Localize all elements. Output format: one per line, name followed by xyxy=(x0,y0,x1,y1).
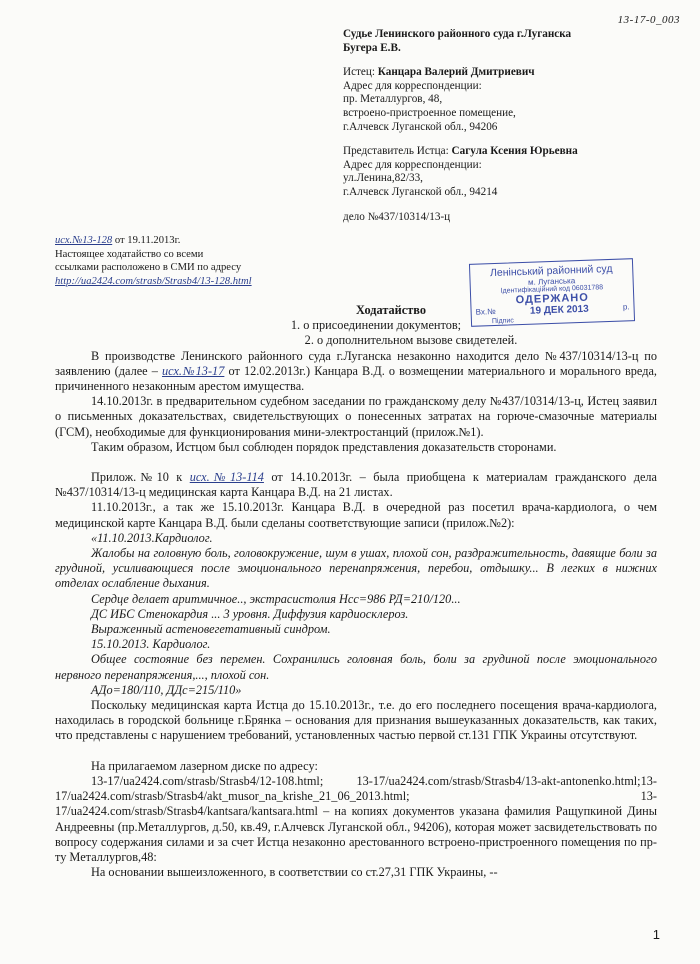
plaintiff-line xyxy=(343,66,673,80)
addressee-line: Судье Ленинского районного суда г.Луганска xyxy=(343,28,572,40)
plaintiff-addr-3: встроено-пристроенное помещение, xyxy=(343,106,516,119)
paragraph-2: 14.10.2013г. в предварительном судебном заседании по гражданскому делу №437/10314/13-ц, Истец заявил о письменных доказательствах, свидетельствующих о понесенных затратах на горюче-смазочные материалы (ГСМ), необходимые для функционирования мини-электростанций (прилож.№1). xyxy=(55,394,657,439)
outgoing-note-2: ссылками расположено в СМИ по адресу xyxy=(55,262,242,274)
rep-addr-1: Адрес для корреспонденции: xyxy=(343,158,482,171)
stamp-vh: Вх.№ xyxy=(475,306,496,317)
stamp-line-1: Ленінський районний суд xyxy=(489,262,613,280)
addressee-block xyxy=(343,28,673,224)
addressee-judge: Бугера Е.В. xyxy=(343,41,401,54)
plaintiff-addr-4: г.Алчевск Луганской обл., 94206 xyxy=(343,120,498,133)
p1-text-a: В производстве Ленинского районного суда г.Луганска незаконно находится дело №437/10314/13-ц по заявлению (далее – xyxy=(55,348,657,378)
rep-addr-2: ул.Ленина,82/33, xyxy=(343,172,423,185)
outgoing-url-link[interactable]: http://ua2424.com/strasb/Strasb4/13-128.html xyxy=(55,275,252,287)
stamp-date: 19 ДЕК 2013 xyxy=(529,303,589,317)
stamp-line-3: Ідентифікаційний код 06031788 xyxy=(500,284,604,295)
outgoing-note-1: Настоящее ходатайство со всеми xyxy=(55,248,204,260)
quote-line-2: Жалобы на головную боль, головокружение, шум в ушах, плохой сон, раздражительность, давящие боли за грудиной, усиливающиеся после эмоционального перенапряжения, перебои, отдышку... В легких в нижних отделах ослабление дыхания. xyxy=(55,546,657,591)
plaintiff-addr-1: Адрес для корреспонденции: xyxy=(343,79,482,92)
outgoing-line xyxy=(55,234,315,248)
subtitle-1: 1. о присоединении документов; xyxy=(290,318,462,333)
stamp-sign: Підпис xyxy=(491,317,514,326)
paragraph-1 xyxy=(55,349,657,395)
quote-line-5: Выраженный астеновегетативный синдром. xyxy=(91,622,331,637)
plaintiff-label: Истец: xyxy=(343,66,378,79)
p4-text-b: от 14.10.2013г. – была приобщена к материалам гражданского дела №437/10314/13-ц медицинская карта Канцара В.Д. на 21 листах. xyxy=(55,470,658,500)
quote-line-1: «11.10.2013.Кардиолог. xyxy=(91,530,213,545)
quote-line-3: Сердце делает аритмичное.., экстрасистолия Нсс=986 РД=210/120... xyxy=(91,591,461,606)
page-number: 1 xyxy=(652,927,660,942)
quote-line-8: АДо=180/110, ДДс=215/110» xyxy=(91,682,242,697)
paragraph-3: Таким образом, Истцом был соблюден порядок представления доказательств сторонами. xyxy=(91,439,557,454)
stamp-r: р. xyxy=(622,302,630,312)
quote-line-7: Общее состояние без перемен. Сохранились головная боль, боли за грудиной после эмоционального нервного перенапряжения,..., плохой сон. xyxy=(55,652,657,682)
document-number: 13-17-0_003 xyxy=(617,14,680,26)
outgoing-date: от 19.11.2013г. xyxy=(112,235,181,246)
plaintiff-name: Канцара Валерий Дмитриевич xyxy=(377,66,535,79)
plaintiff-addr-2: пр. Металлургов, 48, xyxy=(343,93,443,106)
quote-line-6: 15.10.2013. Кардиолог. xyxy=(91,637,211,652)
outgoing-block xyxy=(55,234,315,288)
subtitle-2: 2. о дополнительном вызове свидетелей. xyxy=(304,333,518,348)
document-title: Ходатайство xyxy=(356,303,426,317)
paragraph-5: 11.10.2013г., а так же 15.10.2013г. Канцара В.Д. в очередной раз посетил врача-кардиолога, о чем медицинской карте Канцара В.Д. были сделаны соответствующие записи (прилож.№2): xyxy=(55,500,657,530)
rep-addr-3: г.Алчевск Луганской обл., 94214 xyxy=(343,185,498,198)
rep-name: Сагула Ксения Юрьевна xyxy=(451,145,578,158)
p4-ref-link[interactable]: исх.№13-114 xyxy=(189,470,264,485)
stamp-received: ОДЕРЖАНО xyxy=(515,291,589,307)
document-body xyxy=(55,303,657,880)
paragraph-7: На прилагаемом лазерном диске по адресу: xyxy=(91,758,318,773)
paragraph-8: 13-17/ua2424.com/strasb/Strasb4/12-108.html; 13-17/ua2424.com/strasb/Strasb4/13-akt-antonenko.html;13-17/ua2424.com/strasb/Strasb4/akt_musor_na_krishe_21_06_2013.html; 13-17/ua2424.com/strasb/Strasb4/kantsara/kantsara.html – на копиях документов указана фамилия Ращупкиной Дины Андреевны (пр.Металлургов, д.50, кв.49, г.Алчевск Луганской обл., 94206), которая может засвидетельствовать по вопросу содержания силами и за счет Истца незаконно арестованного встроено-пристроенного помещения по пр-ту Металлургов,48: xyxy=(55,773,657,864)
outgoing-ref-link[interactable]: исх.№13-128 xyxy=(55,235,113,246)
case-number: дело №437/10314/13-ц xyxy=(343,210,451,223)
paragraph-9: На основании вышеизложенного, в соответствии со ст.27,31 ГПК Украины, -- xyxy=(91,865,498,880)
paragraph-4 xyxy=(55,470,657,500)
rep-label: Представитель Истца: xyxy=(343,145,452,158)
p1-text-b: от 12.02.2013г.) Канцара В.Д. о возмещении материального и морального вреда, причиненного незаконным арестом имущества. xyxy=(55,363,657,394)
paragraph-6: Поскольку медицинская карта Истца до 15.10.2013г., т.е. до его последнего посещения врача-кардиолога, находилась в городской больнице г.Брянка – основания для признания вышеуказанных доказательств, как таких, что представлены с нарушением требований, установленных частью первой ст.131 ГПК Украины отсутствуют. xyxy=(55,698,657,743)
stamp-line-2: м. Луганська xyxy=(527,276,576,287)
p4-text-a: Прилож.№10 к xyxy=(91,470,190,485)
quote-line-4: ДС ИБС Стенокардия ... 3 уровня. Диффузия кардиосклероз. xyxy=(91,606,409,621)
p1-ref-link[interactable]: исх.№13-17 xyxy=(162,363,225,378)
representative-line xyxy=(343,145,673,159)
